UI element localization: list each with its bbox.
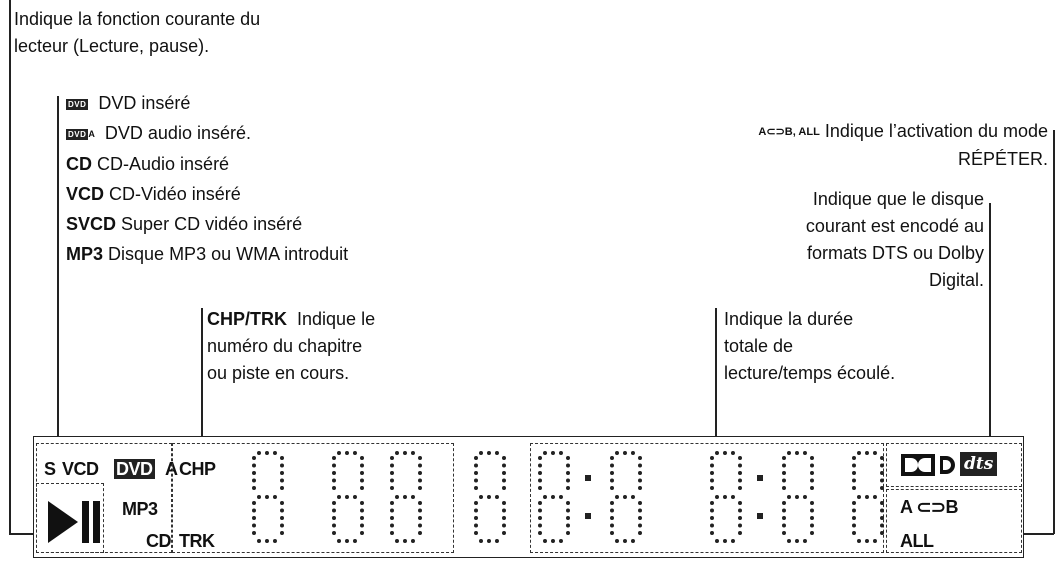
segment [479,451,499,455]
leader-repeat-v [1053,130,1055,534]
audio-format-line3: formats DTS ou Dolby [806,243,984,263]
audio-format-line1: Indique que le disque [812,189,984,209]
segment-digit [534,451,572,543]
repeat-note-line2: RÉPÉTER. [957,149,1048,169]
segment [390,456,394,490]
segment [337,539,357,543]
segment [538,456,542,490]
segment [787,495,807,499]
segment [257,539,277,543]
time-colon-dot [585,513,591,519]
segment [538,501,542,535]
segment [810,501,814,535]
segment [710,456,714,490]
segment [543,539,563,543]
segment [857,539,877,543]
time-note-line2: totale de [724,336,794,356]
audio-format-note [806,186,984,294]
segment-digit [386,451,424,543]
repeat-ab-indicator: A ⊂⊃B [900,497,958,517]
segment-digit [328,451,366,543]
time-colon-dot [757,513,763,519]
disc-type-list [66,88,348,269]
repeat-all-indicator: ALL [900,531,934,551]
repeat-ab-all-icon: A⊂⊃B, ALL [758,126,820,138]
segment [810,456,814,490]
leader-repeat-h [1022,533,1054,535]
segment [280,501,284,535]
segment [615,539,635,543]
segment [395,495,415,499]
segment [715,539,735,543]
segment [638,501,642,535]
segment [857,451,877,455]
chapter-note-line1: Indique le [297,309,376,329]
segment-digit [470,451,508,543]
segment [395,539,415,543]
time-colon-dot [585,475,591,481]
trk-label: TRK [179,531,215,551]
segment [502,456,506,490]
segment [738,501,742,535]
segment [880,501,884,535]
segment-digit [706,451,744,543]
segment [332,456,336,490]
segment [610,501,614,535]
dolby-digital-icon [900,453,956,477]
play-pause-icon [46,499,102,545]
time-colon-dot [757,475,763,481]
function-note [14,6,260,60]
segment [418,501,422,535]
audio-format-line2: courant est encodé au [805,216,984,236]
segment-digit [248,451,286,543]
leader-disc-v [57,96,59,438]
audio-format-line4: Digital. [928,270,984,290]
disc-type-dvd: DVD DVD inséré [68,93,191,113]
disc-type-svcd: SVCD Super CD vidéo inséré [66,214,303,234]
segment [543,495,563,499]
leader-time-v [715,308,717,451]
chapter-note-bold: CHP/TRK [207,309,287,329]
segment [610,456,614,490]
chapter-note-line2: numéro du chapitre [207,336,363,356]
segment [715,495,735,499]
segment [738,456,742,490]
segment [474,501,478,535]
segment [395,451,415,455]
dvd-logo-icon: DVD [68,100,87,109]
segment [418,456,422,490]
segment [479,495,499,499]
segment [857,495,877,499]
segment-digit [848,451,886,543]
segment [252,501,256,535]
segment [615,495,635,499]
dts-logo: dts [960,452,997,476]
segment [502,501,506,535]
repeat-note-line1: Indique l’activation du mode [824,121,1048,141]
segment [787,539,807,543]
front-display-panel [33,436,1024,558]
disc-type-vcd: VCD CD-Vidéo inséré [66,184,241,204]
disc-type-cd: CD CD-Audio inséré [66,154,230,174]
time-note [724,306,895,387]
segment [710,501,714,535]
segment [479,539,499,543]
time-note-line3: lecture/temps écoulé. [724,363,896,383]
function-note-line2: lecteur (Lecture, pause). [14,36,210,56]
segment [337,451,357,455]
segment [474,456,478,490]
chapter-note [207,306,375,387]
segment [360,456,364,490]
segment [638,456,642,490]
segment [252,456,256,490]
segment [782,501,786,535]
function-note-line1: Indique la fonction courante du [14,9,261,29]
chapter-note-line3: ou piste en cours. [207,363,350,383]
segment [787,451,807,455]
segment [852,456,856,490]
segment [566,501,570,535]
segment [280,456,284,490]
leader-function-h [9,533,35,535]
segment [390,501,394,535]
segment-digit [778,451,816,543]
disc-label-dvd: DVD [116,459,153,479]
disc-type-dvd-audio: DVD A DVD audio inséré. [68,123,251,143]
leader-chapter-v [201,308,203,451]
leader-function-v [9,0,11,534]
segment [337,495,357,499]
segment-digit [606,451,644,543]
segment [257,451,277,455]
cd-label: CD [146,531,171,551]
segment [615,451,635,455]
segment [257,495,277,499]
repeat-note [758,118,1048,173]
time-note-line1: Indique la durée [724,309,854,329]
segment [880,456,884,490]
segment [360,501,364,535]
dvd-audio-logo-icon: DVD [68,130,87,139]
disc-type-mp3: MP3 Disque MP3 ou WMA introduit [66,244,349,264]
disc-label-a: A [165,459,178,479]
mp3-label: MP3 [122,499,158,519]
segment [332,501,336,535]
segment [852,501,856,535]
segment [782,456,786,490]
segment [715,451,735,455]
chp-label: CHP [179,459,216,479]
disc-label-vcd: VCD [62,459,99,479]
segment [543,451,563,455]
leader-format-v [989,203,991,438]
disc-label-s: S [44,459,56,479]
segment [566,456,570,490]
